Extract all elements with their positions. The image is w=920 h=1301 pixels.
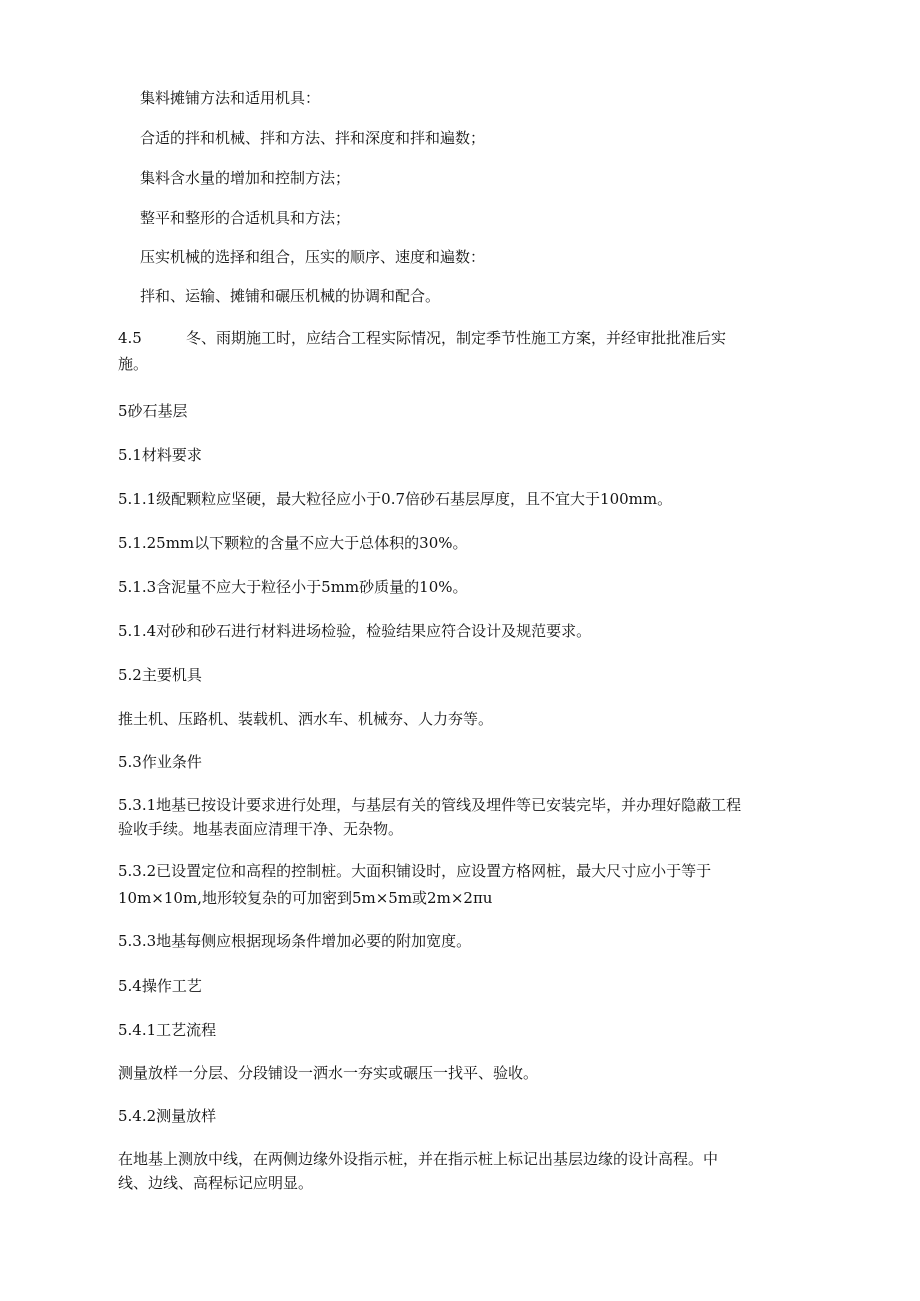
paragraph-5-1-1: 5.1.1级配颗粒应坚硬，最大粒径应小于0.7倍砂石基层厚度，且不宜大于100mm。 xyxy=(118,490,673,508)
paragraph-5-3-1-line1: 5.3.1地基已按设计要求进行处理，与基层有关的管线及埋件等已安装完毕，并办理好隐蔽工程 xyxy=(118,796,742,814)
list-item-coordination: 拌和、运输、摊铺和碾压机械的协调和配合。 xyxy=(140,287,441,305)
paragraph-5-3-2-line2: 10m×10m,地形较复杂的可加密到5m×5m或2m×2πu xyxy=(118,889,493,907)
section-heading-5-4: 5.4操作工艺 xyxy=(118,977,202,995)
section-heading-5-4-2: 5.4.2测量放样 xyxy=(118,1107,217,1125)
paragraph-5-3-2-line1: 5.3.2已设置定位和高程的控制桩。大面积铺设时，应设置方格网桩，最大尺寸应小于等于 xyxy=(118,862,712,880)
paragraph-5-1-4: 5.1.4对砂和砂石进行材料进场检验，检验结果应符合设计及规范要求。 xyxy=(118,622,592,640)
list-item-mixing-machinery: 合适的拌和机械、拌和方法、拌和深度和拌和遍数； xyxy=(140,129,486,147)
paragraph-4-5-text: 冬、雨期施工时，应结合工程实际情况，制定季节性施工方案，并经审批批准后实 xyxy=(186,329,727,347)
section-heading-5-4-1: 5.4.1工艺流程 xyxy=(118,1021,217,1039)
section-heading-5-3: 5.3作业条件 xyxy=(118,753,202,771)
paragraph-4-5-line2: 施。 xyxy=(118,355,149,373)
section-heading-5-2: 5.2主要机具 xyxy=(118,666,202,684)
paragraph-5-4-2-line2: 线、边线、高程标记应明显。 xyxy=(118,1174,314,1192)
list-item-moisture-control: 集料含水量的增加和控制方法； xyxy=(140,169,351,187)
paragraph-5-4-1-flow: 测量放样一分层、分段铺设一洒水一夯实或碾压一找平、验收。 xyxy=(118,1064,539,1082)
paragraph-5-3-3: 5.3.3地基每侧应根据现场条件增加必要的附加宽度。 xyxy=(118,932,472,950)
section-number-4-5: 4.5 xyxy=(118,329,142,347)
paragraph-5-3-1-line2: 验收手续。地基表面应清理干净、无杂物。 xyxy=(118,820,404,838)
section-heading-5: 5砂石基层 xyxy=(118,402,188,420)
list-item-spreading-method: 集料摊铺方法和适用机具： xyxy=(140,89,321,107)
paragraph-5-2-machinery: 推土机、压路机、装载机、洒水车、机械夯、人力夯等。 xyxy=(118,710,494,728)
paragraph-4-5-line1 xyxy=(118,327,726,349)
paragraph-5-1-2: 5.1.25mm以下颗粒的含量不应大于总体积的30%。 xyxy=(118,534,468,552)
list-item-compaction: 压实机械的选择和组合，压实的顺序、速度和遍数： xyxy=(140,248,486,266)
paragraph-5-1-3: 5.1.3含泥量不应大于粒径小于5mm砂质量的10%。 xyxy=(118,578,468,596)
list-item-leveling-tools: 整平和整形的合适机具和方法； xyxy=(140,209,351,227)
paragraph-5-4-2-line1: 在地基上测放中线，在两侧边缘外设指示桩，并在指示桩上标记出基层边缘的设计高程。中 xyxy=(118,1150,719,1168)
section-heading-5-1: 5.1材料要求 xyxy=(118,446,202,464)
